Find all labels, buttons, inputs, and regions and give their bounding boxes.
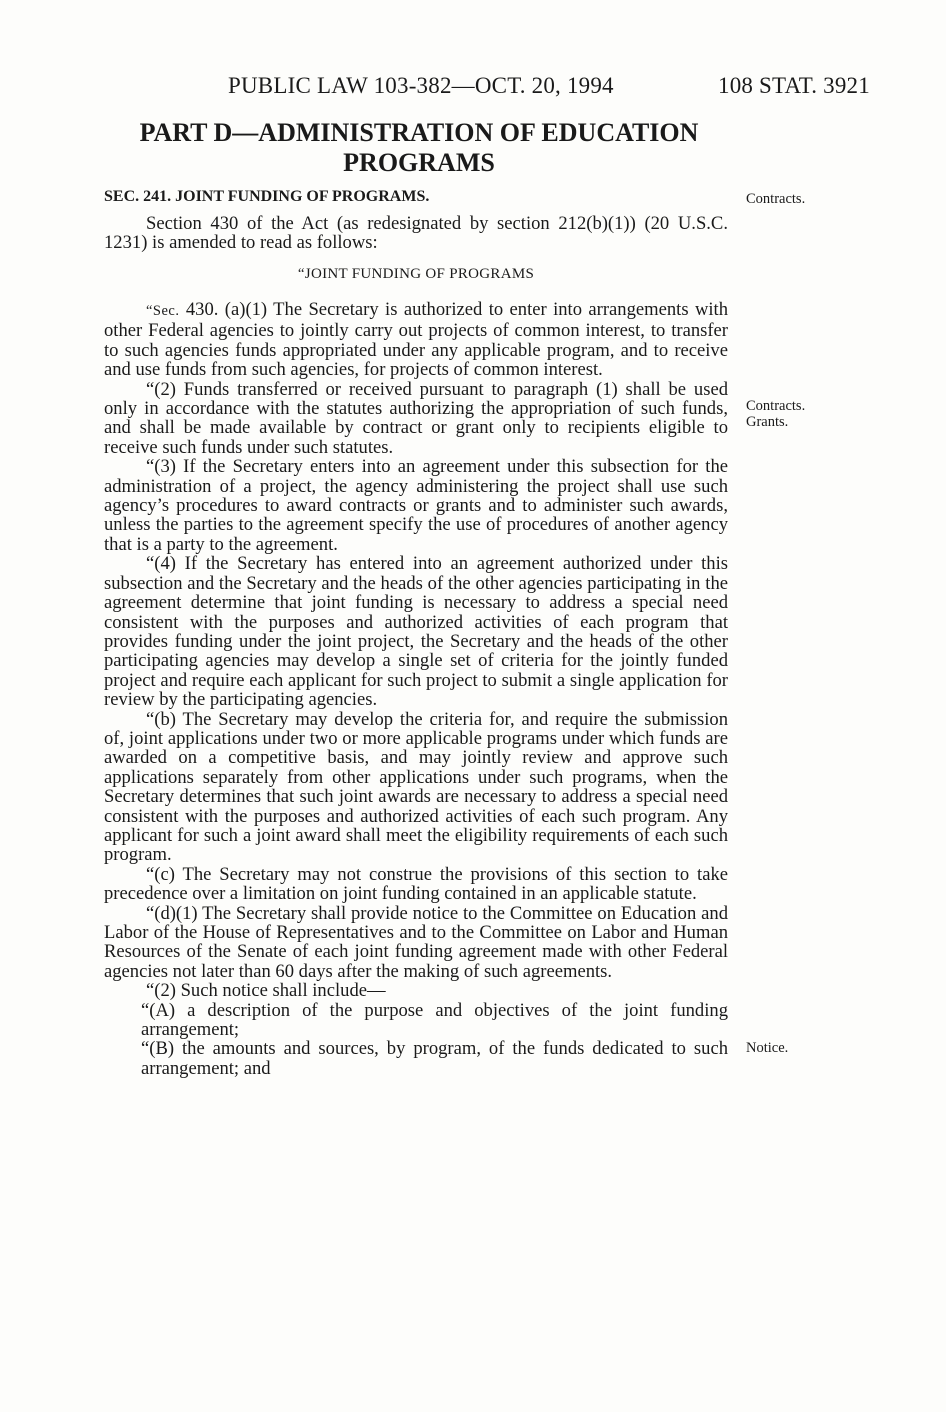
- paragraph-dB: “(B) the amounts and sources, by program, of the funds dedicated to such arrangement; and: [141, 1038, 728, 1079]
- margin-note-contracts: Contracts.: [746, 191, 806, 207]
- running-header-left: PUBLIC LAW 103-382—OCT. 20, 1994: [228, 73, 614, 98]
- paragraph-d1: “(d)(1) The Secretary shall provide notice to the Committee on Education and Labor of the House of Representatives and to the Committee on Labor and Human Resources of the Senate of each joint funding agreement made with other Federal agencies not later than 60 days after the making of such agreements.: [104, 902, 728, 982]
- margin-note-grants: Grants.: [746, 414, 789, 430]
- part-title: PART D—ADMINISTRATION OF EDUCATION PROGRAMS: [139, 118, 699, 177]
- paragraph-a4: “(4) If the Secretary has entered into an agreement authorized under this subsection and the Secretary and the heads of the other agencies participating in the agreement determine that joint funding is necessary to address a special need consistent with the purposes and authorized activities of each program that provides funding under the joint project, the Secretary and the heads of the other participating agencies may develop a single set of criteria for the jointly funded project and require each applicant for such project to submit a single application for review by the participating agencies.: [104, 553, 728, 711]
- section-body: [104, 300, 728, 1078]
- paragraph-a1: [104, 300, 728, 380]
- paragraph-a3: “(3) If the Secretary enters into an agreement under this subsection for the administration of a project, the agency administering the project shall use such agency’s procedures to award contracts or grants and to administer such awards, unless the parties to the agreement specify the use of procedures of another agency that is a party to the agreement.: [104, 456, 728, 555]
- paragraph-b: “(b) The Secretary may develop the criteria for, and require the submission of, joint applications under two or more applicable programs under which funds are awarded on a competitive basis, and may jointly review and approve such applications separately from other applications under such programs, when the Secretary determines that such joint awards are necessary to address a special need consistent with the purposes and authorized activities of each such program. Any applicant for such a joint award shall meet the eligibility requirements of each such program.: [104, 708, 728, 866]
- sec-prefix: “Sec.: [146, 303, 180, 319]
- section-heading: SEC. 241. JOINT FUNDING OF PROGRAMS.: [104, 188, 430, 205]
- intro-paragraph: [104, 214, 728, 253]
- margin-note-contracts-2: Contracts.: [746, 398, 806, 414]
- paragraph-d2: “(2) Such notice shall include—: [146, 980, 386, 1002]
- paragraph-c: “(c) The Secretary may not construe the provisions of this section to take precedence over a limitation on joint funding contained in an applicable statute.: [104, 863, 728, 905]
- intro-text: Section 430 of the Act (as redesignated by section 212(b)(1)) (20 U.S.C. 1231) is amended to read as follows:: [104, 213, 728, 254]
- paragraph-a1-text: 430. (a)(1) The Secretary is authorized to enter into arrangements with other Federal agencies to jointly carry out projects of common interest, to transfer to such agencies funds appropriated under any applicable program, and to receive and use funds from such agencies, for projects of common interest.: [104, 299, 728, 381]
- paragraph-a2: “(2) Funds transferred or received pursuant to paragraph (1) shall be used only in accordance with the statutes authorizing the appropriation of such funds, and shall be made available by contract or grant only to recipients eligible to receive such funds under such statutes.: [104, 378, 728, 458]
- paragraph-dA: “(A) a description of the purpose and objectives of the joint funding arrangement;: [141, 999, 728, 1041]
- quoted-section-heading: “JOINT FUNDING OF PROGRAMS: [297, 266, 535, 282]
- running-header-page: 108 STAT. 3921: [718, 73, 870, 98]
- margin-note-notice: Notice.: [746, 1040, 789, 1056]
